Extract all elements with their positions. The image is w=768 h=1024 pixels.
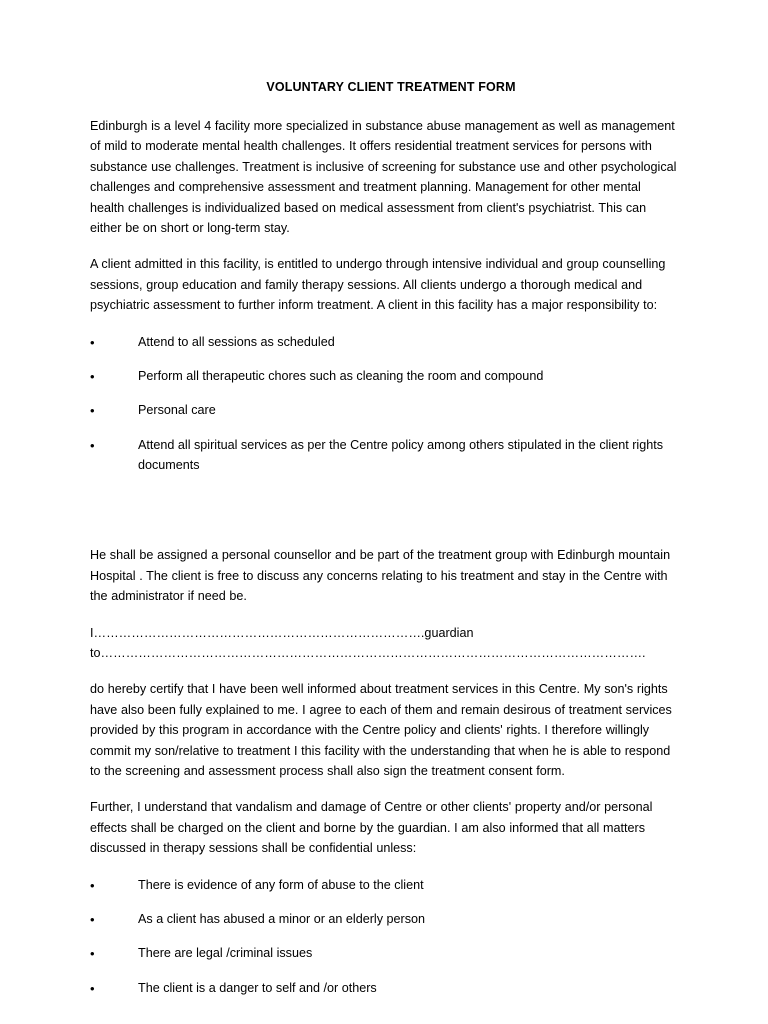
list-item-label: There is evidence of any form of abuse to the client (138, 877, 424, 892)
list-item (90, 978, 678, 998)
paragraph-counsellor: He shall be assigned a personal counsellor and be part of the treatment group with Edinburgh mountain Hospital . The client is free to discuss any concerns relating to his treatment and stay in the Centre with the administrator if need be. (90, 548, 671, 604)
list-item-label: Perform all therapeutic chores such as cleaning the room and compound (138, 368, 544, 383)
section-spacer (90, 489, 678, 545)
list-item-label: There are legal /criminal issues (138, 946, 313, 961)
list-item (90, 909, 678, 929)
bullet-icon: • (90, 911, 95, 927)
confidentiality-exceptions-list (90, 875, 678, 999)
list-item (90, 366, 678, 386)
bullet-icon: • (90, 403, 95, 419)
bullet-icon: • (90, 437, 95, 453)
bullet-icon: • (90, 368, 95, 384)
page-title: VOLUNTARY CLIENT TREATMENT FORM (266, 80, 516, 94)
list-item-label: As a client has abused a minor or an elderly person (138, 911, 426, 926)
list-item (90, 875, 678, 895)
paragraph-further: Further, I understand that vandalism and damage of Centre or other clients' property and/or personal effects shall be charged on the client and borne by the guardian. I am also informed that all matters discussed in therapy sessions shall be confidential unless: (90, 800, 653, 856)
list-item-label: Attend to all sessions as scheduled (138, 334, 335, 349)
list-item-label: Attend all spiritual services as per the Centre policy among others stipulated in the client rights documents (138, 437, 664, 473)
bullet-icon: • (90, 946, 95, 962)
list-item-label: The client is a danger to self and /or others (138, 980, 377, 995)
guardian-name-field[interactable]: I…………………………………………………………………….guardian (90, 625, 474, 640)
guardian-fill-block (90, 623, 678, 664)
bullet-icon: • (90, 980, 95, 996)
guardian-to-field[interactable]: to…………………………………………………………………………………………………………………. (90, 646, 646, 661)
bullet-icon: • (90, 334, 95, 350)
list-item-label: Personal care (138, 403, 216, 418)
responsibilities-list (90, 332, 678, 476)
list-item (90, 332, 678, 352)
paragraph-certify: do hereby certify that I have been well informed about treatment services in this Centre. My son's rights have also been fully explained to me. I agree to each of them and remain desirous of treatment services provided by this program in accordance with the Centre policy and clients' rights. I therefore willingly commit my son/relative to treatment I this facility with the understanding that when he is able to respond to the screening and assessment process shall also sign the treatment consent form. (90, 682, 672, 778)
paragraph-intro: Edinburgh is a level 4 facility more specialized in substance abuse management as well as management of mild to moderate mental health challenges. It offers residential treatment services for persons with substance use challenges. Treatment is inclusive of screening for substance use and other psychological challenges and comprehensive assessment and treatment planning. Management for other mental health challenges is individualized based on medical assessment from client's psychiatrist. This can either be on short or long-term stay. (90, 119, 677, 235)
list-item (90, 435, 678, 476)
list-item (90, 400, 678, 420)
bullet-icon: • (90, 877, 95, 893)
list-item (90, 943, 678, 963)
paragraph-admission: A client admitted in this facility, is entitled to undergo through intensive individual and group counselling sessions, group education and family therapy sessions. All clients undergo a thorough medical and psychiatric assessment to further inform treatment. A client in this facility has a major responsibility to: (90, 257, 666, 313)
